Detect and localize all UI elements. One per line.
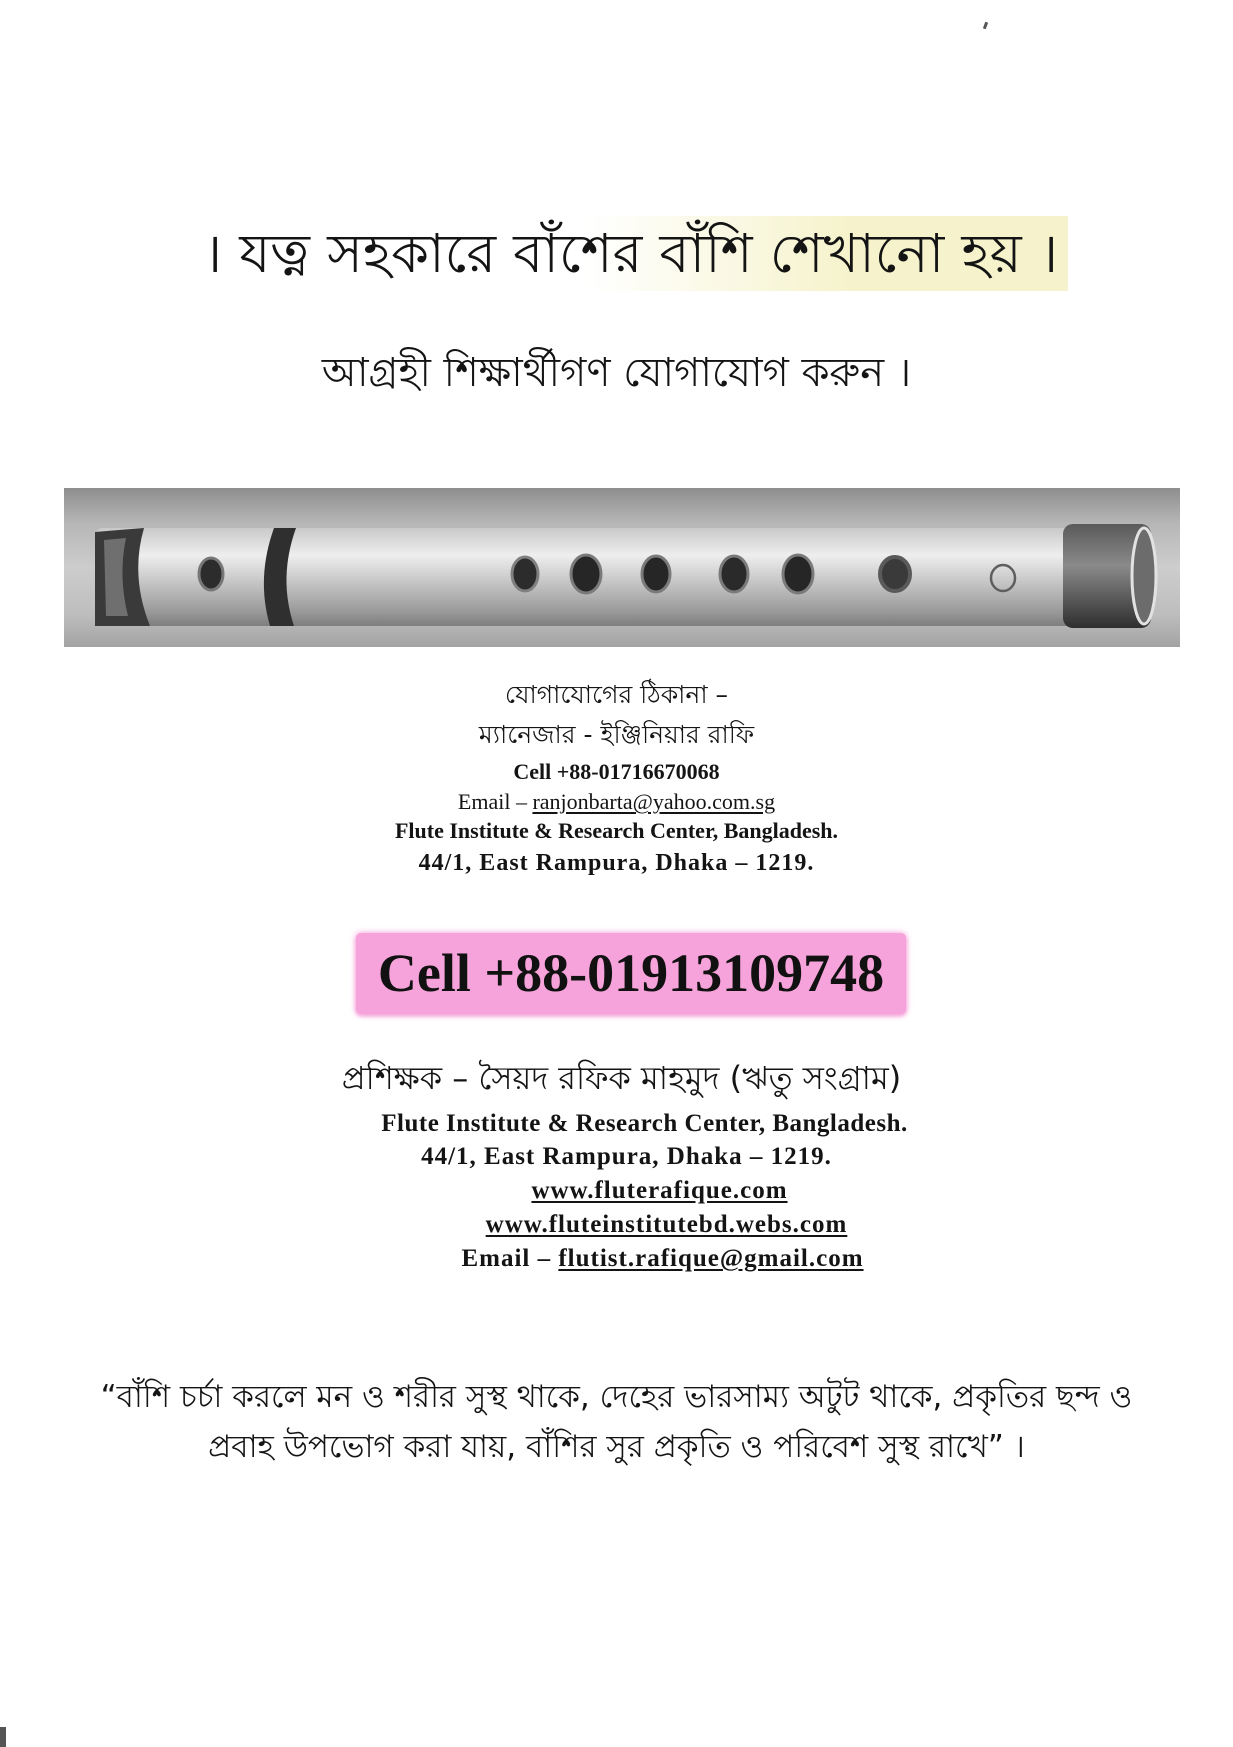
flute-hole (512, 557, 538, 591)
trainer-website-row-2 (140, 1210, 1193, 1240)
trainer-email-label: Email – (461, 1245, 559, 1272)
scan-speck (983, 22, 988, 30)
contact-email-row (40, 789, 1193, 815)
trainer-email-row (132, 1244, 1193, 1274)
flute-photo (64, 488, 1180, 647)
flute-hole (783, 555, 813, 593)
flute-hole (642, 556, 670, 592)
flute-hole (720, 556, 748, 592)
contact-heading: যোগাযোগের ঠিকানা – (504, 680, 729, 709)
page-subtitle: আগ্রহী শিক্ষার্থীগণ যোগাযোগ করুন । (321, 350, 912, 396)
contact-email-label: Email – (457, 789, 533, 814)
flute-right-end-opening (1132, 528, 1156, 624)
contact-manager: ম্যানেজার - ইঞ্জিনিয়ার রাফি (478, 720, 755, 749)
website-link-fluteinstitutebd[interactable]: www.fluteinstitutebd.webs.com (485, 1211, 848, 1238)
trainer-name: প্রশিক্ষক – সৈয়দ রফিক মাহমুদ (ঋতু সংগ্রাম) (341, 1059, 902, 1097)
flute-hole (571, 555, 601, 593)
flute-hole (880, 557, 910, 591)
contact-address: 44/1, East Rampura, Dhaka – 1219. (418, 850, 815, 876)
contact-email-link[interactable]: ranjonbarta@yahoo.com.sg (532, 789, 776, 814)
page-title-text: । যত্ন সহকারে বাঁশের বাঁশি শেখানো হয় । (193, 216, 1068, 291)
trainer-address: 44/1, East Rampura, Dhaka – 1219. (421, 1143, 832, 1170)
page-title (68, 222, 1193, 287)
trainer-website-row-1 (126, 1176, 1193, 1206)
quote-line-1: “বাঁশি চর্চা করলে মন ও শরীর সুস্থ থাকে, দেহের ভারসাম্য অটুট থাকে, প্রকৃতির ছন্দ ও (100, 1379, 1133, 1415)
quote-line-2: প্রবাহ উপভোগ করা যায়, বাঁশির সুর প্রকৃতি ও পরিবেশ সুস্থ রাখে” । (208, 1429, 1025, 1465)
highlighted-cell-number: Cell +88-01913109748 (356, 933, 906, 1014)
flute-tube (95, 528, 1135, 626)
website-link-fluterafique[interactable]: www.fluterafique.com (531, 1177, 788, 1204)
contact-cell: Cell +88-01716670068 (513, 759, 720, 784)
flute-hole (199, 558, 223, 590)
contact-institute: Flute Institute & Research Center, Bangladesh. (394, 818, 839, 843)
scan-edge-mark (0, 1727, 6, 1747)
trainer-institute: Flute Institute & Research Center, Bangladesh. (381, 1110, 908, 1137)
trainer-email-link[interactable]: flutist.rafique@gmail.com (558, 1245, 864, 1272)
